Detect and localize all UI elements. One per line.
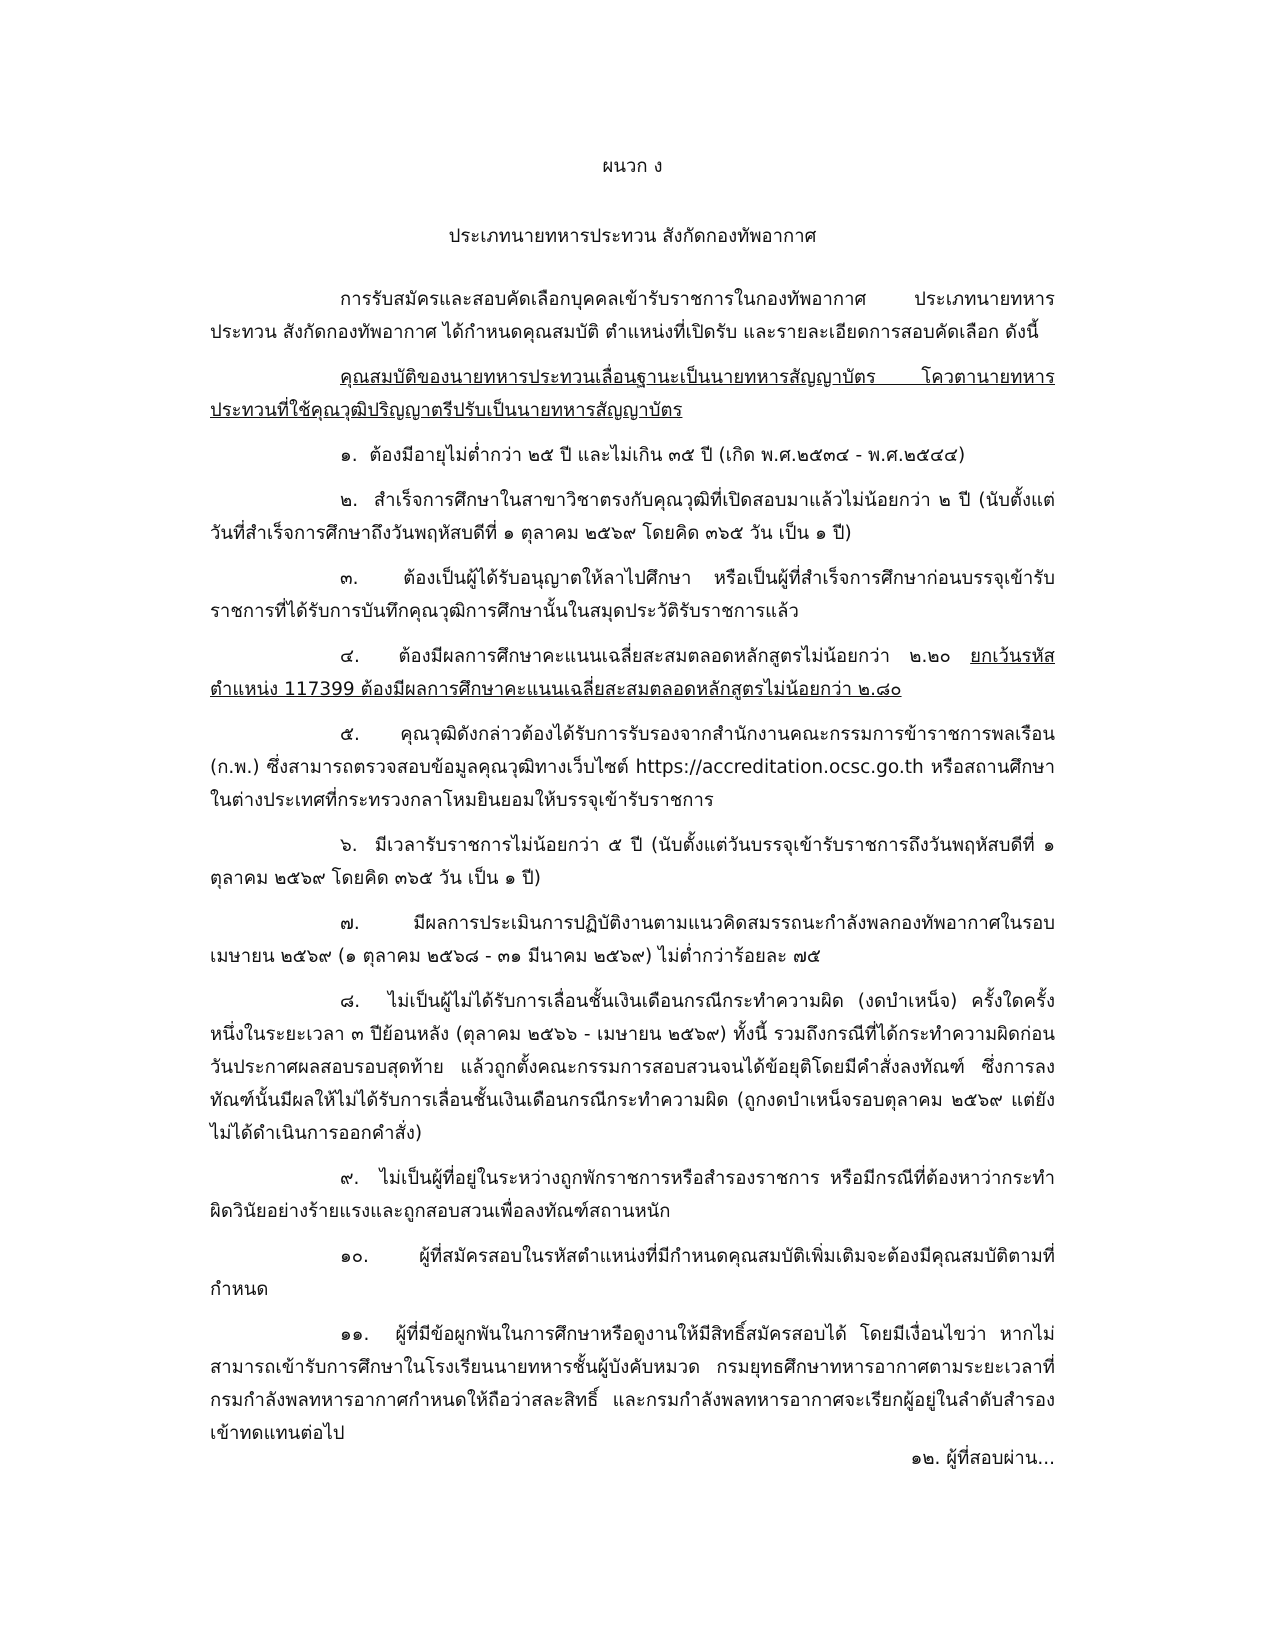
item-text: มีผลการประเมินการปฏิบัติงานตามแนวคิดสมรรถนะกำลังพลกองทัพอากาศในรอบเมษายน ๒๕๖๙ (๑ ตุลาคม ๒๕๖๘ - ๓๑ มีนาคม ๒๕๖๙) ไม่ต่ำกว่าร้อยละ ๗๕ (210, 913, 1055, 967)
item-number: ๗. (340, 913, 360, 934)
continuation-marker: ๑๒. ผู้ที่สอบผ่าน... (910, 1448, 1055, 1469)
qualification-item-2 (210, 484, 1055, 550)
intro-paragraph: การรับสมัครและสอบคัดเลือกบุคคลเข้ารับราชการในกองทัพอากาศ ประเภทนายทหารประทวน สังกัดกองทัพอากาศ ได้กำหนดคุณสมบัติ ตำแหน่งที่เปิดรับ และรายละเอียดการสอบคัดเลือก ดังนี้ (210, 289, 1055, 343)
item-number: ๙. (340, 1168, 360, 1189)
item-number: ๖. (340, 835, 358, 856)
item-number: ๑๐. (340, 1246, 369, 1267)
qualification-item-6 (210, 829, 1055, 895)
qualification-item-5 (210, 718, 1055, 817)
qualification-item-10 (210, 1240, 1055, 1306)
qualifications-heading: คุณสมบัติของนายทหารประทวนเลื่อนฐานะเป็นนายทหารสัญญาบัตร โควตานายทหารประทวนที่ใช้คุณวุฒิปริญญาตรีปรับเป็นนายทหารสัญญาบัตร (210, 367, 1055, 421)
item-text: ต้องมีผลการศึกษาคะแนนเฉลี่ยสะสมตลอดหลักสูตรไม่น้อยกว่า ๒.๒๐ (398, 646, 951, 667)
item-text: ต้องมีอายุไม่ต่ำกว่า ๒๕ ปี และไม่เกิน ๓๕ ปี (เกิด พ.ศ.๒๕๓๔ - พ.ศ.๒๕๔๔) (369, 445, 966, 466)
item-text: ไม่เป็นผู้ที่อยู่ในระหว่างถูกพักราชการหรือสำรองราชการ หรือมีกรณีที่ต้องหาว่ากระทำผิดวินัยอย่างร้ายแรงและถูกสอบสวนเพื่อลงทัณฑ์สถานหนัก (210, 1168, 1056, 1222)
item-number: ๑. (340, 445, 358, 466)
qualification-item-3 (210, 562, 1055, 628)
item-text: สำเร็จการศึกษาในสาขาวิชาตรงกับคุณวุฒิที่เปิดสอบมาแล้วไม่น้อยกว่า ๒ ปี (นับตั้งแต่วันที่สำเร็จการศึกษาถึงวันพฤหัสบดีที่ ๑ ตุลาคม ๒๕๖๙ โดยคิด ๓๖๕ วัน เป็น ๑ ปี) (210, 490, 1055, 544)
qualification-item-9 (210, 1162, 1055, 1228)
item-text: ไม่เป็นผู้ไม่ได้รับการเลื่อนชั้นเงินเดือนกรณีกระทำความผิด (งดบำเหน็จ) ครั้งใดครั้งหนึ่งในระยะเวลา ๓ ปีย้อนหลัง (ตุลาคม ๒๕๖๖ - เมษายน ๒๕๖๙) ทั้งนี้ รวมถึงกรณีที่ได้กระทำความผิดก่อนวันประกาศผลสอบรอบสุดท้าย แล้วถูกตั้งคณะกรรมการสอบสวนจนได้ข้อยุติโดยมีคำสั่งลงทัณฑ์ ซึ่งการลงทัณฑ์นั้นมีผลให้ไม่ได้รับการเลื่อนชั้นเงินเดือนกรณีกระทำความผิด (ถูกงดบำเหน็จรอบตุลาคม ๒๕๖๙ แต่ยังไม่ได้ดำเนินการออกคำสั่ง) (210, 991, 1055, 1144)
item-text: ผู้ที่สมัครสอบในรหัสตำแหน่งที่มีกำหนดคุณสมบัติเพิ่มเติมจะต้องมีคุณสมบัติตามที่กำหนด (210, 1246, 1055, 1300)
qualification-item-4 (210, 640, 1055, 706)
item-text: คุณวุฒิดังกล่าวต้องได้รับการรับรองจากสำนักงานคณะกรรมการข้าราชการพลเรือน (ก.พ.) ซึ่งสามารถตรวจสอบข้อมูลคุณวุฒิทางเว็บไซต์ https://accreditation.ocsc.go.th หรือสถานศึกษาในต่างประเทศที่กระทรวงกลาโหมยินยอมให้บรรจุเข้ารับราชการ (210, 724, 1055, 811)
annex-label: ผนวก ง (602, 156, 663, 177)
document-title: ประเภทนายทหารประทวน สังกัดกองทัพอากาศ (448, 226, 817, 247)
item-text: ผู้ที่มีข้อผูกพันในการศึกษาหรือดูงานให้มีสิทธิ์สมัครสอบได้ โดยมีเงื่อนไขว่า หากไม่สามารถเข้ารับการศึกษาในโรงเรียนนายทหารชั้นผู้บังคับหมวด กรมยุทธศึกษาทหารอากาศตามระยะเวลาที่กรมกำลังพลทหารอากาศกำหนดให้ถือว่าสละสิทธิ์ และกรมกำลังพลทหารอากาศจะเรียกผู้อยู่ในลำดับสำรองเข้าทดแทนต่อไป (210, 1324, 1055, 1444)
qualification-item-7 (210, 907, 1055, 973)
item-underlined-exception: ยกเว้นรหัสตำแหน่ง 117399 ต้องมีผลการศึกษาคะแนนเฉลี่ยสะสมตลอดหลักสูตรไม่น้อยกว่า ๒.๘๐ (210, 646, 1055, 700)
qualification-item-8 (210, 985, 1055, 1150)
item-number: ๑๑. (340, 1324, 370, 1345)
item-number: ๒. (340, 490, 359, 511)
item-text: ต้องเป็นผู้ได้รับอนุญาตให้ลาไปศึกษา หรือเป็นผู้ที่สำเร็จการศึกษาก่อนบรรจุเข้ารับราชการที่ได้รับการบันทึกคุณวุฒิการศึกษานั้นในสมุดประวัติรับราชการแล้ว (210, 568, 1055, 622)
item-number: ๓. (340, 568, 359, 589)
item-number: ๔. (340, 646, 360, 667)
qualification-item-11 (210, 1318, 1055, 1450)
item-number: ๕. (340, 724, 360, 745)
document-page (210, 150, 1056, 1469)
item-text: มีเวลารับราชการไม่น้อยกว่า ๕ ปี (นับตั้งแต่วันบรรจุเข้ารับราชการถึงวันพฤหัสบดีที่ ๑ ตุลาคม ๒๕๖๙ โดยคิด ๓๖๕ วัน เป็น ๑ ปี) (210, 835, 1055, 889)
item-number: ๘. (340, 991, 361, 1012)
qualification-item-1 (210, 439, 1055, 472)
